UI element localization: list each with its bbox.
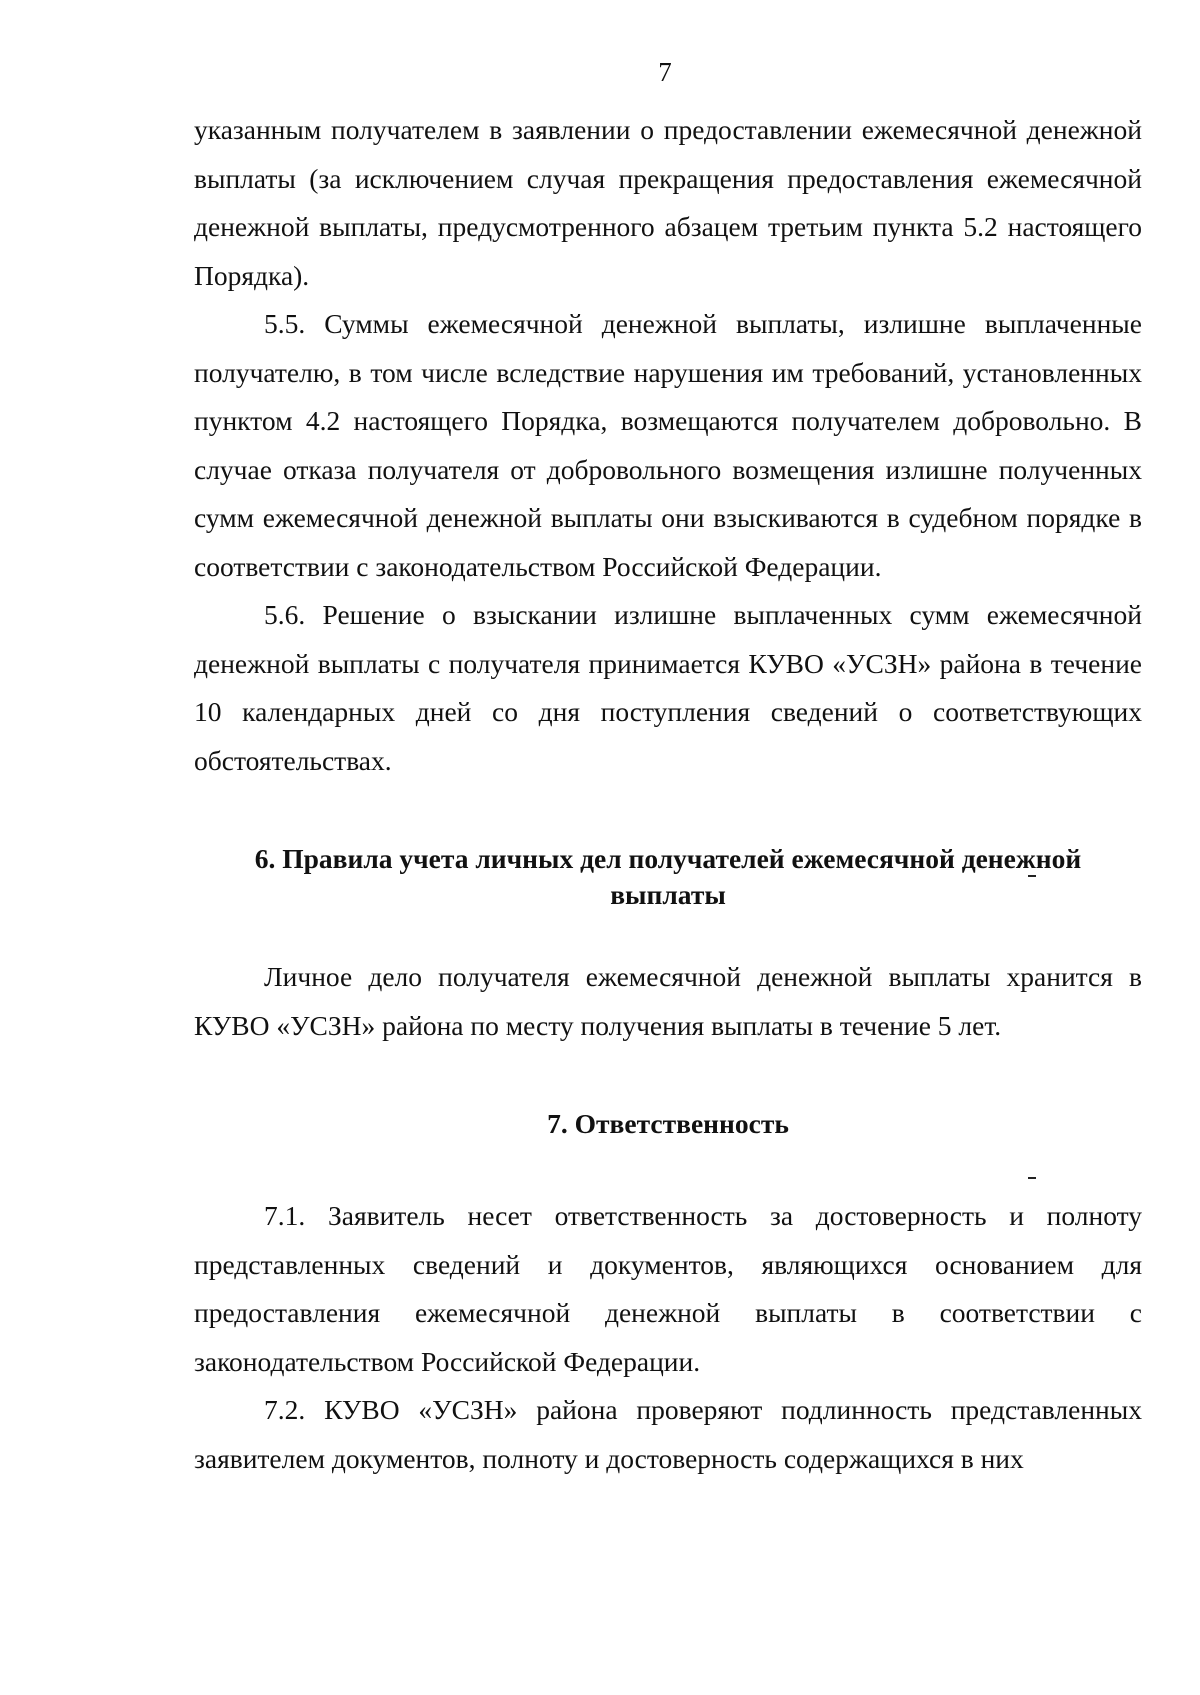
section-7-heading: 7. Ответственность <box>547 1108 789 1139</box>
section-6-paragraph: Личное дело получателя ежемесячной денежной выплаты хранится в КУВО «УСЗН» района по месту получения выплаты в течение 5 лет. <box>194 961 1142 1041</box>
scan-mark <box>1028 875 1036 877</box>
paragraph-5-5: 5.5. Суммы ежемесячной денежной выплаты, излишне выплаченные получателю, в том числе вследствие нарушения им требований, установленных пунктом 4.2 настоящего Порядка, возмещаются получателем добровольно. В случае отказа получателя от добровольного возмещения излишне полученных сумм ежемесячной денежной выплаты они взыскиваются в судебном порядке в соответствии с законодательством Российской Федерации. <box>194 308 1142 582</box>
scan-mark <box>1028 1177 1036 1179</box>
paragraph-7-2: 7.2. КУВО «УСЗН» района проверяют подлинность представленных заявителем документов, полноту и достоверность содержащихся в них <box>194 1394 1142 1474</box>
document-body <box>194 106 1142 1483</box>
page-number: 7 <box>658 57 672 87</box>
paragraph-continuation: указанным получателем в заявлении о предоставлении ежемесячной денежной выплаты (за исключением случая прекращения предоставления ежемесячной денежной выплаты, предусмотренного абзацем третьим пункта 5.2 настоящего Порядка). <box>194 114 1142 291</box>
section-6-heading: 6. Правила учета личных дел получателей ежемесячной денежной выплаты <box>254 843 1082 910</box>
paragraph-5-6: 5.6. Решение о взыскании излишне выплаченных сумм ежемесячной денежной выплаты с получателя принимается КУВО «УСЗН» района в течение 10 календарных дней со дня поступления сведений о соответствующих обстоятельствах. <box>194 599 1142 776</box>
paragraph-7-1: 7.1. Заявитель несет ответственность за достоверность и полноту представленных сведений и документов, являющихся основанием для предоставления ежемесячной денежной выплаты в соответствии с законодательством Российской Федерации. <box>194 1200 1142 1377</box>
